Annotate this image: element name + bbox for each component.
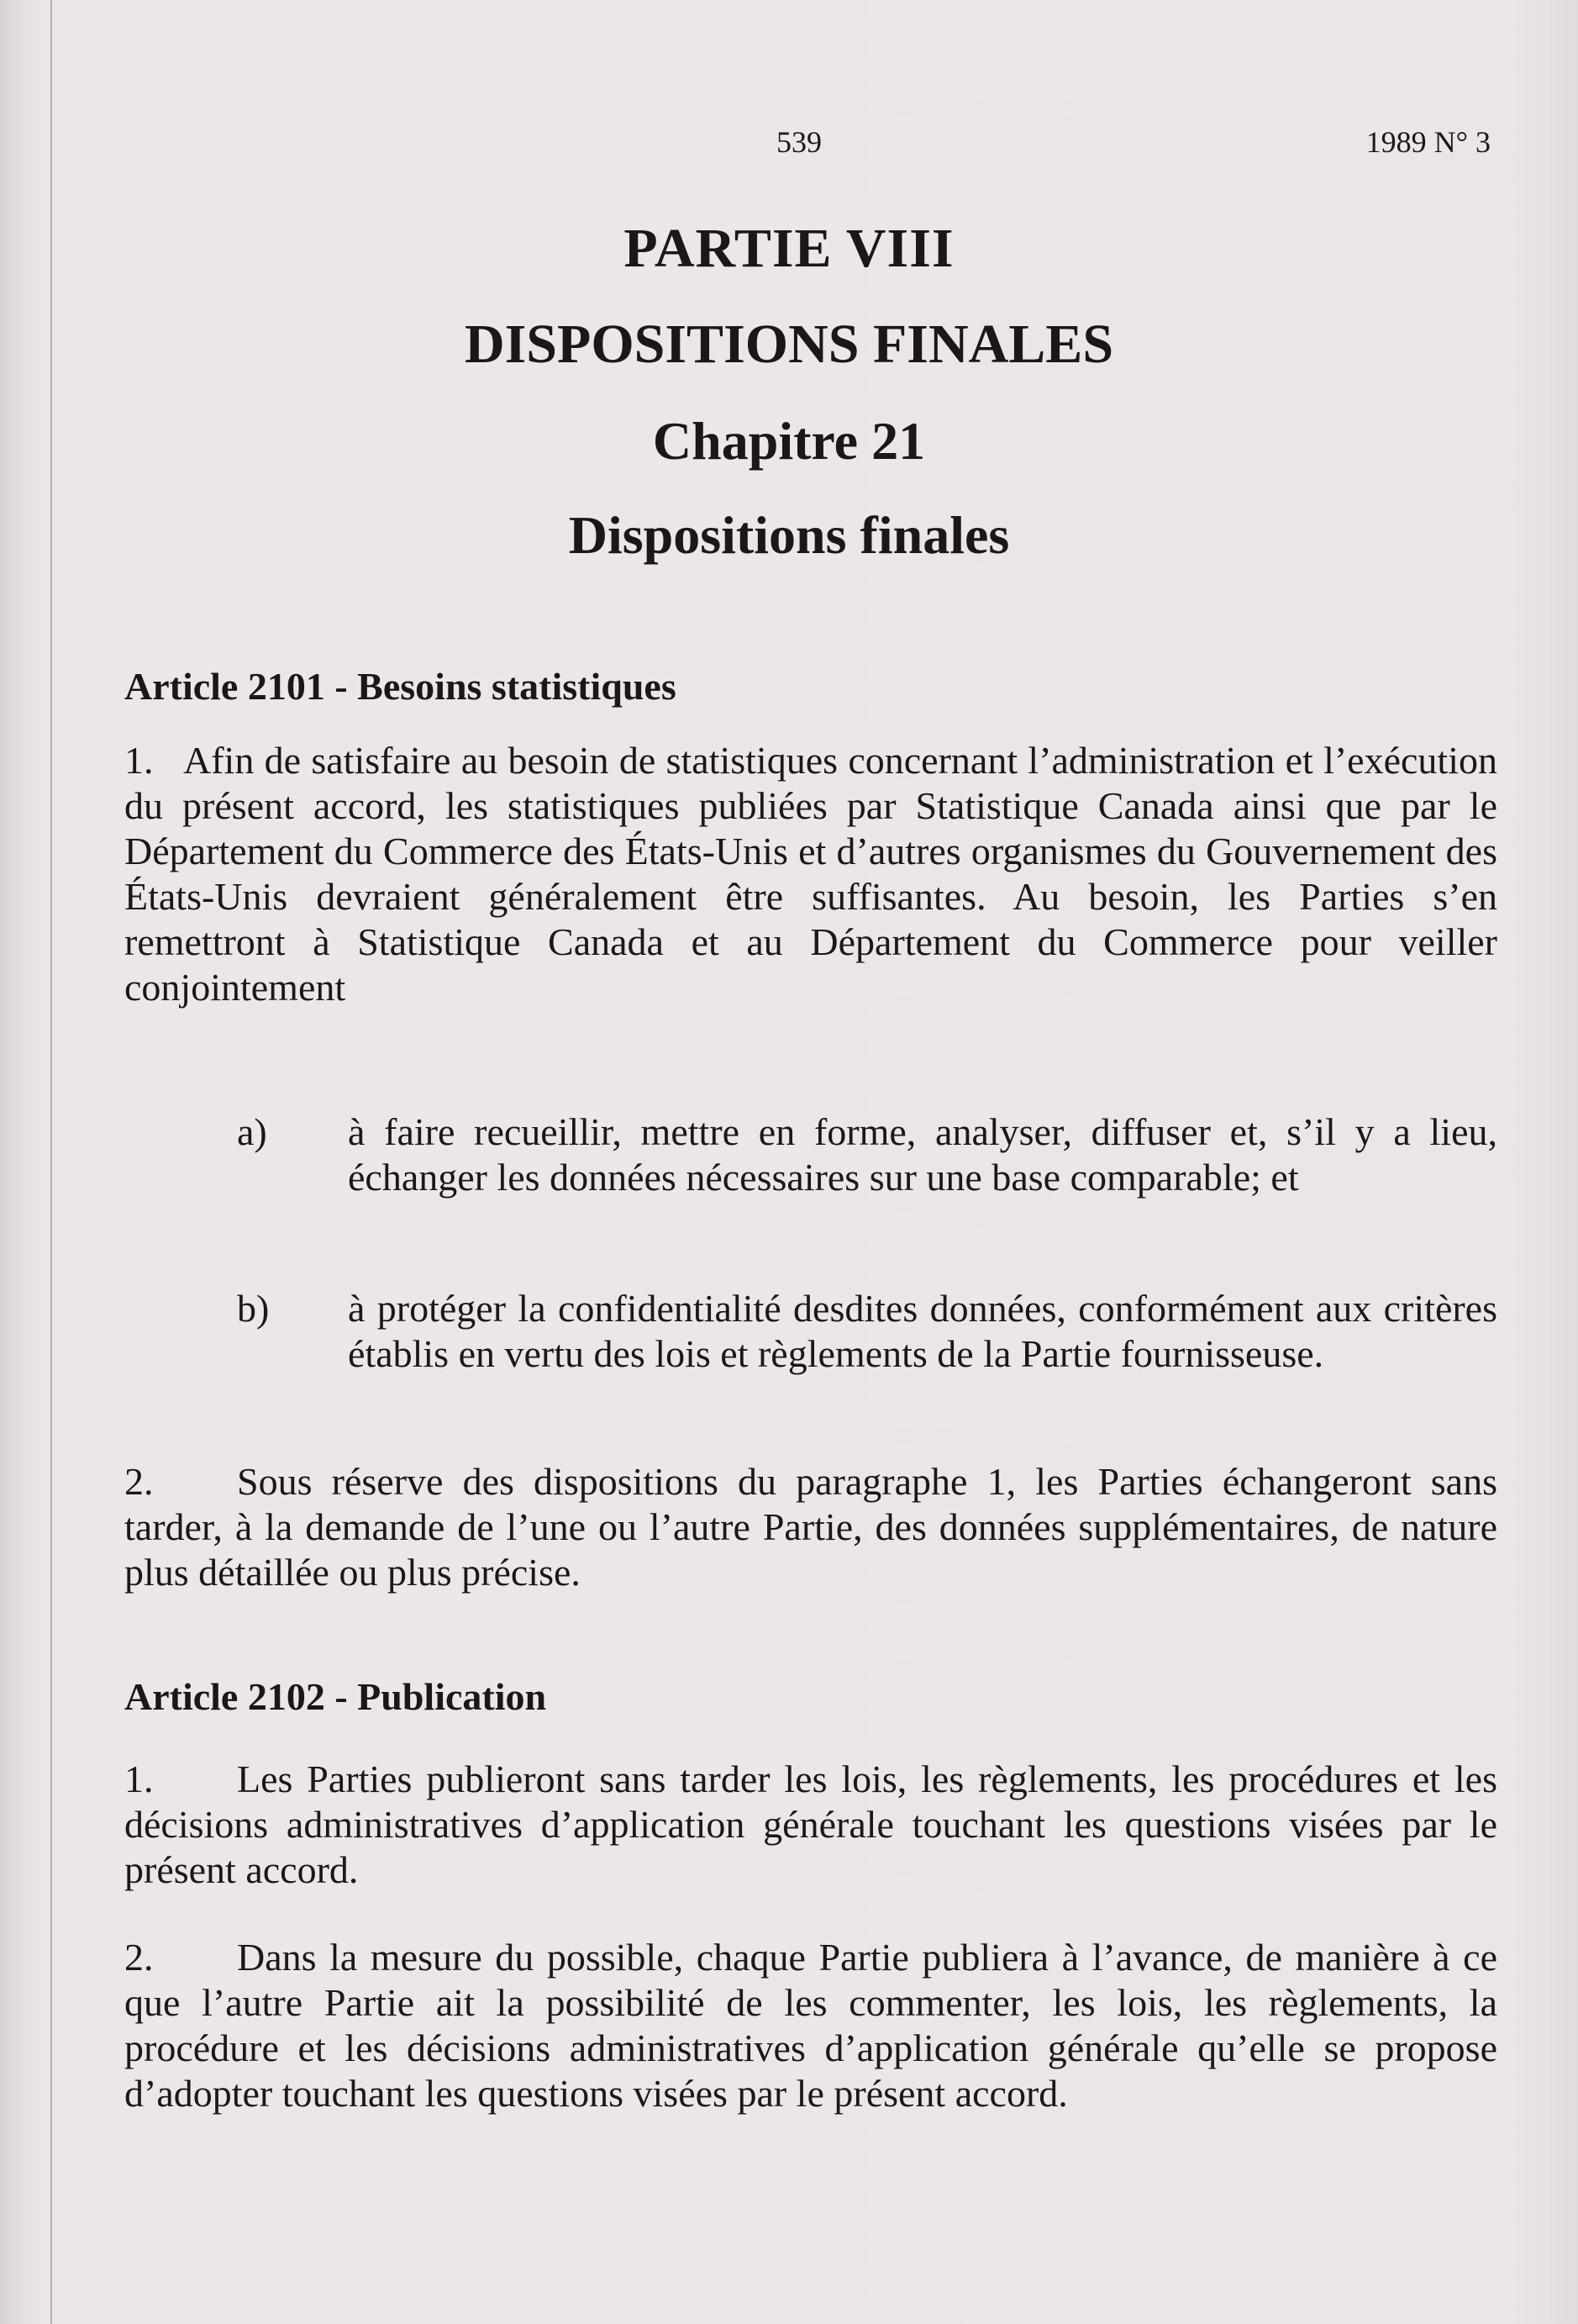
issue-number: 1989 N° 3	[1365, 125, 1491, 159]
paragraph-number: 1.	[124, 739, 154, 782]
item-letter: a)	[237, 1110, 267, 1153]
part-title: PARTIE VIII	[623, 218, 955, 279]
chapter-title: Dispositions finales	[568, 505, 1010, 565]
article-2101-item-b	[237, 1286, 1497, 1377]
article-2101-paragraph-2	[124, 1459, 1497, 1595]
item-text: à faire recueillir, mettre en forme, analyser, diffuser et, s’il y a lieu, échanger les données nécessaires sur une base comparable; et	[348, 1110, 1497, 1199]
page-number: 539	[776, 125, 822, 159]
paragraph-number: 2.	[124, 1936, 154, 1979]
paragraph-text: Sous réserve des dispositions du paragraphe 1, les Parties échangeront sans tarder, à la demande de l’une ou l’autre Partie, des données supplémentaires, de nature plus détaillée ou plus précise.	[124, 1460, 1497, 1594]
part-subtitle: DISPOSITIONS FINALES	[464, 314, 1114, 375]
item-letter: b)	[237, 1287, 270, 1330]
paragraph-text: Afin de satisfaire au besoin de statistiques concernant l’administration et l’exécution du présent accord, les statistiques publiées par Statistique Canada ainsi que par le Département du Commerce des États-Unis et d’autres organismes du Gouvernement des États-Unis devraient généralement être suffisantes. Au besoin, les Parties s’en remettront à Statistique Canada et au Département du Commerce pour veiller conjointement	[124, 739, 1497, 1009]
article-2101-paragraph-1	[124, 738, 1497, 1010]
article-2101-heading: Article 2101 - Besoins statistiques	[124, 665, 676, 708]
chapter-number: Chapitre 21	[652, 411, 926, 471]
article-2101-item-a	[237, 1109, 1497, 1200]
item-text: à protéger la confidentialité desdites données, conformément aux critères établis en vertu des lois et règlements de la Partie fournisseuse.	[348, 1287, 1497, 1375]
article-2102-heading: Article 2102 - Publication	[124, 1675, 547, 1718]
article-2102-paragraph-1	[124, 1757, 1497, 1893]
paragraph-number: 2.	[124, 1460, 154, 1503]
paragraph-text: Dans la mesure du possible, chaque Partie publiera à l’avance, de manière à ce que l’autre Partie ait la possibilité de les commenter, les lois, les règlements, la procédure et les décisions administratives d’application générale qu’elle se propose d’adopter touchant les questions visées par le présent accord.	[124, 1936, 1497, 2115]
article-2102-paragraph-2	[124, 1935, 1497, 2116]
paragraph-number: 1.	[124, 1757, 154, 1800]
paragraph-text: Les Parties publieront sans tarder les lois, les règlements, les procédures et les décisions administratives d’application générale touchant les questions visées par le présent accord.	[124, 1757, 1497, 1891]
